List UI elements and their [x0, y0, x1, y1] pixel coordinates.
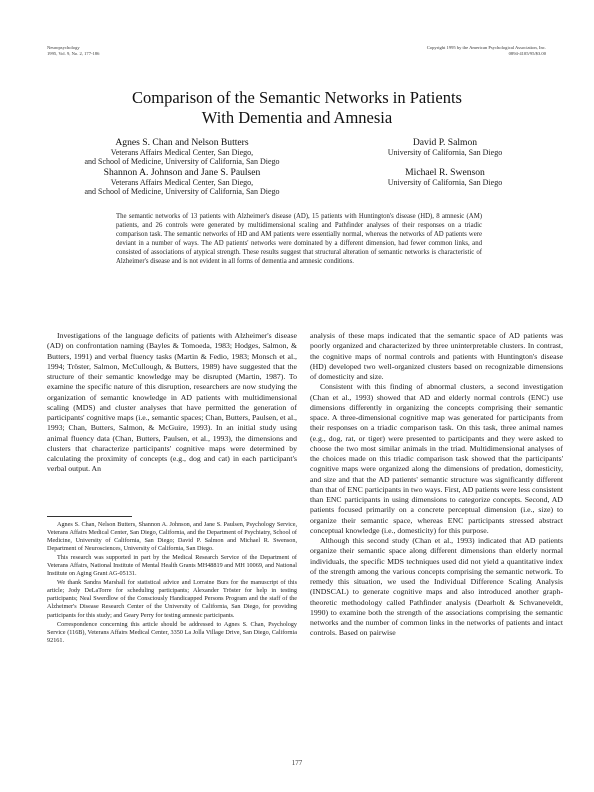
body-paragraph: Investigations of the language deficits of patients with Alzheimer's disease (AD) on confrontation naming (Bayles & Tomoeda, 1983; Hodges, Salmon, & Butters, 1991) and verbal fluency tasks (Martin & Fedio, 1983; Monsch et al., 1994; Tröster, Salmon, McCullough, & Butters, 1989) have suggested that the structure of their semantic knowledge may be disrupted (Martin, 1987). To examine the specific nature of this disruption, researchers are now studying the organization of semantic knowledge in AD patients with multidimensional scaling (MDS) and cluster analyses that have permitted the generation of participants' cognitive maps (i.e., semantic spaces; Chan, Butters, Paulsen, et al., 1993; Chan, Butters, Salmon, & McGuire, 1993). In an initial study using animal fluency data (Chan, Butters, Paulsen, et al., 1993), the dimensions and clusters that characterize participants' cognitive maps were determined by calculating the proximity of concepts (e.g., dog and cat) in each participant's verbal output. An	[47, 331, 297, 474]
author-note: Agnes S. Chan, Nelson Butters, Shannon A. Johnson, and Jane S. Paulsen, Psychology Service, Veterans Affairs Medical Center, San Diego, California, and the Department of Psychiatry, School of Medicine, University of California, San Diego; David P. Salmon and Michael R. Swenson, Department of Neurosciences, University of California, San Diego.	[47, 521, 297, 553]
author-affiliation: Veterans Affairs Medical Center, San Diego,	[110, 178, 254, 187]
author-block-4	[345, 167, 545, 187]
copyright-header	[427, 45, 546, 57]
author-note: We thank Sandra Marshall for statistical advice and Lorraine Burs for the manuscript of this article; Jody DeLaTorre for scheduling participants; Alexander Tröster for help in testing participants; Neal Swerdlow of the Consciously Handicapped Persons Program and the staff of the Alzheimer's Disease Research Center of the University of California, San Diego, for providing participants for this study; and Geary Perry for testing amnesic participants.	[47, 579, 297, 619]
body-paragraph: analysis of these maps indicated that the semantic space of AD patients was poorly organized and characterized by three uninterpretable clusters. In contrast, the cognitive maps of normal controls and patients with Huntington's disease (HD) developed two well-organized clusters based on recognizable dimensions of domesticity and size.	[310, 331, 563, 381]
author-affiliation: University of California, San Diego	[387, 148, 503, 157]
author-affiliation: Veterans Affairs Medical Center, San Diego,	[110, 148, 254, 157]
body-column-right	[310, 331, 563, 639]
title-line-1: Comparison of the Semantic Networks in Patients	[132, 88, 462, 107]
author-affiliation: and School of Medicine, University of California, San Diego	[84, 187, 280, 197]
abstract: The semantic networks of 13 patients with Alzheimer's disease (AD), 15 patients with Huntington's disease (HD), 8 amnesic (AM) patients, and 26 controls were generated by multidimensional scaling and Pathfinder analyses of their responses on a triadic comparison task. The semantic networks of HD and AM patients were essentially normal, whereas the networks of AD patients were deviant in a number of ways. The AD patients' networks were dominated by a different dimension, had fewer common links, and consisted of associations of atypical strength. These results suggest that structural alteration of semantic networks is characteristic of Alzheimer's disease and is not evident in all forms of dementia and amnesic conditions.	[116, 213, 482, 265]
author-note: This research was supported in part by the Medical Research Service of the Department of Veterans Affairs, National Institute of Mental Health Grants MH48819 and MH 10069, and National Institute on Aging Grant AG-05131.	[47, 554, 297, 578]
author-affiliation: and School of Medicine, University of California, San Diego	[84, 157, 280, 167]
author-note: Correspondence concerning this article should be addressed to Agnes S. Chan, Psychology Service (116B), Veterans Affairs Medical Center, 3350 La Jolla Village Drive, San Diego, California 92161.	[47, 620, 297, 644]
body-paragraph: Although this second study (Chan et al., 1993) indicated that AD patients organize their semantic space along different dimensions than elderly normal individuals, the specific MDS techniques used did not yield a quantitative index of the strength among the various concepts comprising the semantic network. To remedy this situation, we used the Individual Difference Scaling Analysis (INDSCAL) to generate cognitive maps and also introduced another graph-theoretic methodology called Pathfinder analysis (Dearholt & Schvaneveldt, 1990) to examine both the strength of the associations comprising the semantic networks and the number of common links in the networks of patients and intact controls. Based on pairwise	[310, 536, 563, 638]
footnote-rule	[47, 516, 132, 517]
author-block-1	[47, 137, 317, 167]
body-column-left	[47, 331, 297, 475]
author-names: Agnes S. Chan and Nelson Butters	[115, 137, 249, 148]
copyright-line: Copyright 1995 by the American Psychological Association, Inc.	[426, 45, 546, 50]
author-names: David P. Salmon	[412, 137, 478, 148]
article-title	[0, 88, 594, 128]
journal-header	[47, 45, 99, 57]
volume-info: 1995, Vol. 9, No. 2, 177-186	[47, 51, 100, 56]
title-line-2: With Dementia and Amnesia	[201, 108, 393, 127]
body-paragraph: Consistent with this finding of abnormal clusters, a second investigation (Chan et al., 1993) showed that AD and elderly normal controls (ENC) use dimensions differently in organizing the concepts comprising their semantic space. A three-dimensional cognitive map was generated for participants from their responses on a triadic comparison task. On this task, three animal names (e.g., dog, rat, or tiger) were presented to participants and they were asked to choose the two most similar animals in the triad. Multidimensional analyses of the choices made on this triadic comparison task showed that the participants' cognitive maps were organized along the dimensions of predation, domesticity, and size and that the AD patients' semantic structure was significantly different than that of ENC participants in two ways. First, AD patients were less consistent than ENC participants in using dimensions to categorize concepts. Second, AD patients focused primarily on a concrete perceptual dimension (i.e., size) to organize their semantic space, whereas ENC participants stressed abstract conceptual knowledge (i.e., domesticity) for this purpose.	[310, 382, 563, 535]
page-number: 177	[291, 759, 303, 767]
author-notes	[47, 521, 297, 646]
author-block-2	[345, 137, 545, 157]
author-block-3	[47, 167, 317, 197]
author-affiliation: University of California, San Diego	[387, 178, 503, 187]
issn-line: 0894-4105/95/$3.00	[508, 51, 546, 56]
author-names: Shannon A. Johnson and Jane S. Paulsen	[103, 167, 261, 178]
journal-name: Neuropsychology	[47, 45, 80, 50]
author-names: Michael R. Swenson	[405, 167, 485, 178]
